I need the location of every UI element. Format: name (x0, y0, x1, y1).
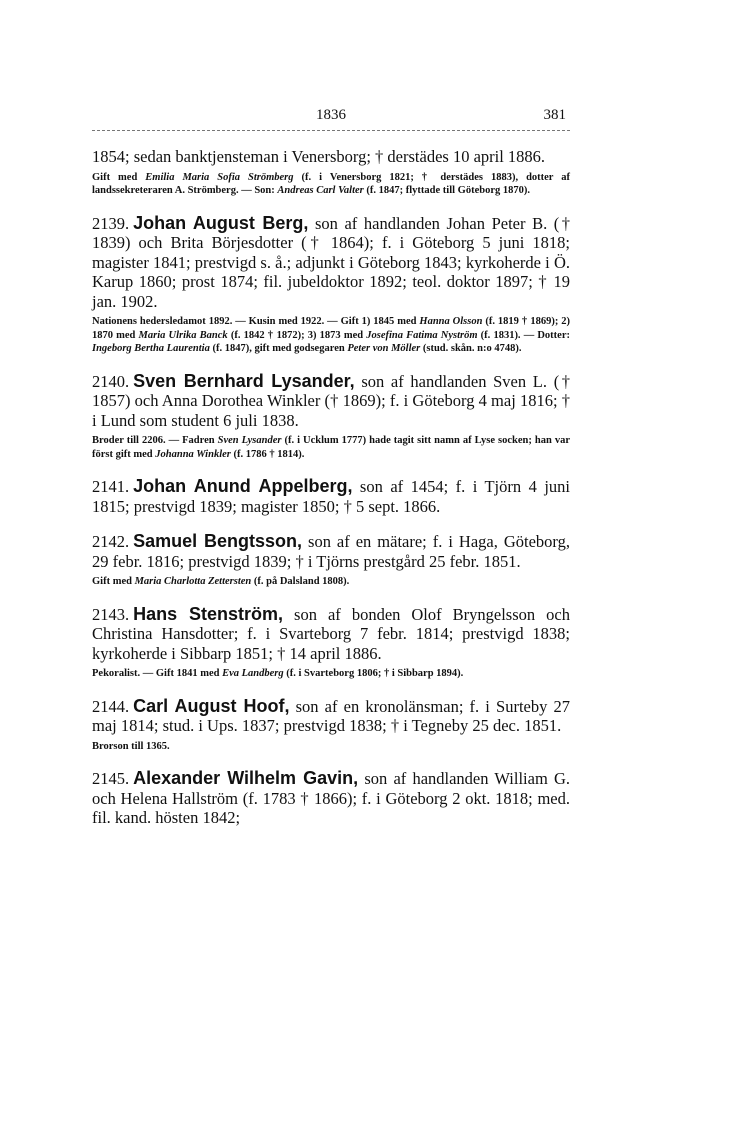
note-text: (f. 1847), gift med godsegaren (209, 343, 348, 354)
entry-note (92, 315, 570, 356)
entry-text: son af handlanden Sven L. († 1857) och Anna Dorothea Winkler († 1869); f. i Göteborg 4 maj 1816; † i Lund som student 6 juli 1838. (92, 371, 570, 430)
note-text: Pekoralist. — Gift 1841 med (92, 668, 223, 679)
header-rule (92, 130, 570, 131)
note-text: Gift med (92, 576, 135, 587)
entry-paragraph (92, 697, 570, 736)
note-text: Brorson till 1365. (92, 740, 170, 752)
entry-number: 2142. (92, 532, 130, 551)
continuation-note (92, 171, 570, 198)
entry-paragraph (92, 532, 570, 571)
entry-name: Johan August Berg, (133, 212, 309, 233)
note-text: (f. 1831). — Dotter: (477, 329, 570, 341)
entry-text: son af en mätare; f. i Haga, Göteborg, 29 febr. 1816; prestvigd 1839; † i Tjörns prestgård 25 febr. 1851. (92, 532, 570, 571)
biography-entry (92, 532, 570, 589)
header-year: 1836 (316, 107, 346, 123)
note-person-name: Ingeborg Bertha Laurentia (92, 343, 210, 354)
note-person-name: Peter von Möller (347, 343, 421, 354)
entry-number: 2139. (92, 213, 130, 233)
note-person-name: Johanna Winkler (155, 448, 231, 460)
continuation-paragraph: 1854; sedan banktjensteman i Venersborg; † derstädes 10 april 1886. (92, 147, 546, 166)
entry-number: 2145. (92, 769, 130, 788)
entry-text: son af handlanden William G. och Helena Hallström (f. 1783 † 1866); f. i Göteborg 2 okt. 1818; med. fil. kand. hösten 1842; (92, 769, 571, 827)
entry-number: 2140. (92, 371, 130, 391)
note-text: Broder till 2206. — Fadren (92, 435, 218, 446)
biography-entry (92, 769, 570, 828)
continuation-text (92, 147, 570, 167)
entry-name: Sven Bernhard Lysander, (133, 370, 355, 391)
note-text: Gift med (92, 171, 146, 183)
note-text: (f. på Dalsland 1808). (251, 576, 350, 587)
note-person-name: Maria Ulrika Banck (138, 329, 228, 341)
note-person-name: Maria Charlotta Zettersten (134, 576, 252, 587)
note-text: (f. 1847; flyttade till Göteborg 1870). (363, 185, 530, 196)
note-person-name: Emilia Maria Sofia Strömberg (145, 171, 294, 183)
entries-list (92, 214, 570, 828)
entry-name: Samuel Bengtsson, (133, 531, 303, 551)
entry-name: Hans Stenström, (133, 603, 284, 624)
running-header (92, 100, 570, 126)
note-text: Nationens hedersledamot 1892. — Kusin med 1922. — Gift 1) 1845 med (92, 316, 420, 327)
entry-paragraph (92, 769, 570, 828)
note-text: (stud. skån. n:o 4748). (420, 343, 522, 354)
entry-text: son af 1454; f. i Tjörn 4 juni 1815; prestvigd 1839; magister 1850; † 5 sept. 1866. (92, 477, 570, 516)
note-person-name: Sven Lysander (217, 435, 282, 446)
entry-paragraph (92, 477, 570, 516)
entry-number: 2143. (92, 604, 130, 624)
entry-note (92, 740, 570, 754)
note-text: (f. i Svarteborg 1806; † i Sibbarp 1894). (283, 668, 464, 679)
document-page (92, 100, 570, 828)
page-number: 381 (543, 107, 566, 123)
note-text: (f. i Venersborg 1821; † derstädes 1883), dotter af landssekreteraren A. Strömberg. — Son: (92, 171, 571, 196)
entry-note (92, 434, 570, 461)
biography-entry (92, 214, 570, 356)
entry-text: son af bonden Olof Bryngelsson och Christina Hansdotter; f. i Svarteborg 7 febr. 1814; prestvigd 1838; kyrkoherde i Sibbarp 1851; † 14 april 1886. (92, 604, 570, 663)
entry-name: Carl August Hoof, (133, 695, 290, 716)
entry-note (92, 575, 570, 589)
biography-entry (92, 605, 570, 681)
entry-text: son af en kronolänsman; f. i Surteby 27 maj 1814; stud. i Ups. 1837; prestvigd 1838; † i Tegneby 25 dec. 1851. (92, 696, 570, 735)
entry-text: son af handlanden Johan Peter B. († 1839) och Brita Börjesdotter († 1864); f. i Göteborg 5 juni 1818; magister 1841; prestvigd s. å.; adjunkt i Göteborg 1843; kyrkoherde i Ö. Karup 1860; prost 1874; fil. jubeldoktor 1892; teol. doktor 1897; † 19 jan. 1902. (92, 213, 570, 311)
biography-entry (92, 477, 570, 516)
entry-name: Alexander Wilhelm Gavin, (133, 768, 359, 788)
entry-paragraph (92, 605, 570, 664)
entry-paragraph (92, 372, 570, 431)
note-text: (f. 1819 † 1869); 2) 1870 med (92, 316, 571, 341)
note-person-name: Hanna Olsson (419, 316, 483, 327)
biography-entry (92, 697, 570, 754)
entry-paragraph (92, 214, 570, 312)
note-person-name: Eva Landberg (222, 668, 284, 679)
note-person-name: Andreas Carl Valter (277, 185, 364, 196)
entry-name: Johan Anund Appelberg, (133, 476, 353, 496)
entry-number: 2144. (92, 696, 130, 716)
note-text: (f. i Ucklum 1777) hade tagit sitt namn af Lyse socken; han var först gift med (92, 435, 571, 460)
entry-note (92, 667, 570, 681)
biography-entry (92, 372, 570, 462)
note-person-name: Josefina Fatima Nyström (366, 329, 478, 341)
note-text: (f. 1786 † 1814). (230, 448, 305, 460)
note-text: (f. 1842 † 1872); 3) 1873 med (227, 329, 367, 341)
entry-number: 2141. (92, 477, 130, 496)
